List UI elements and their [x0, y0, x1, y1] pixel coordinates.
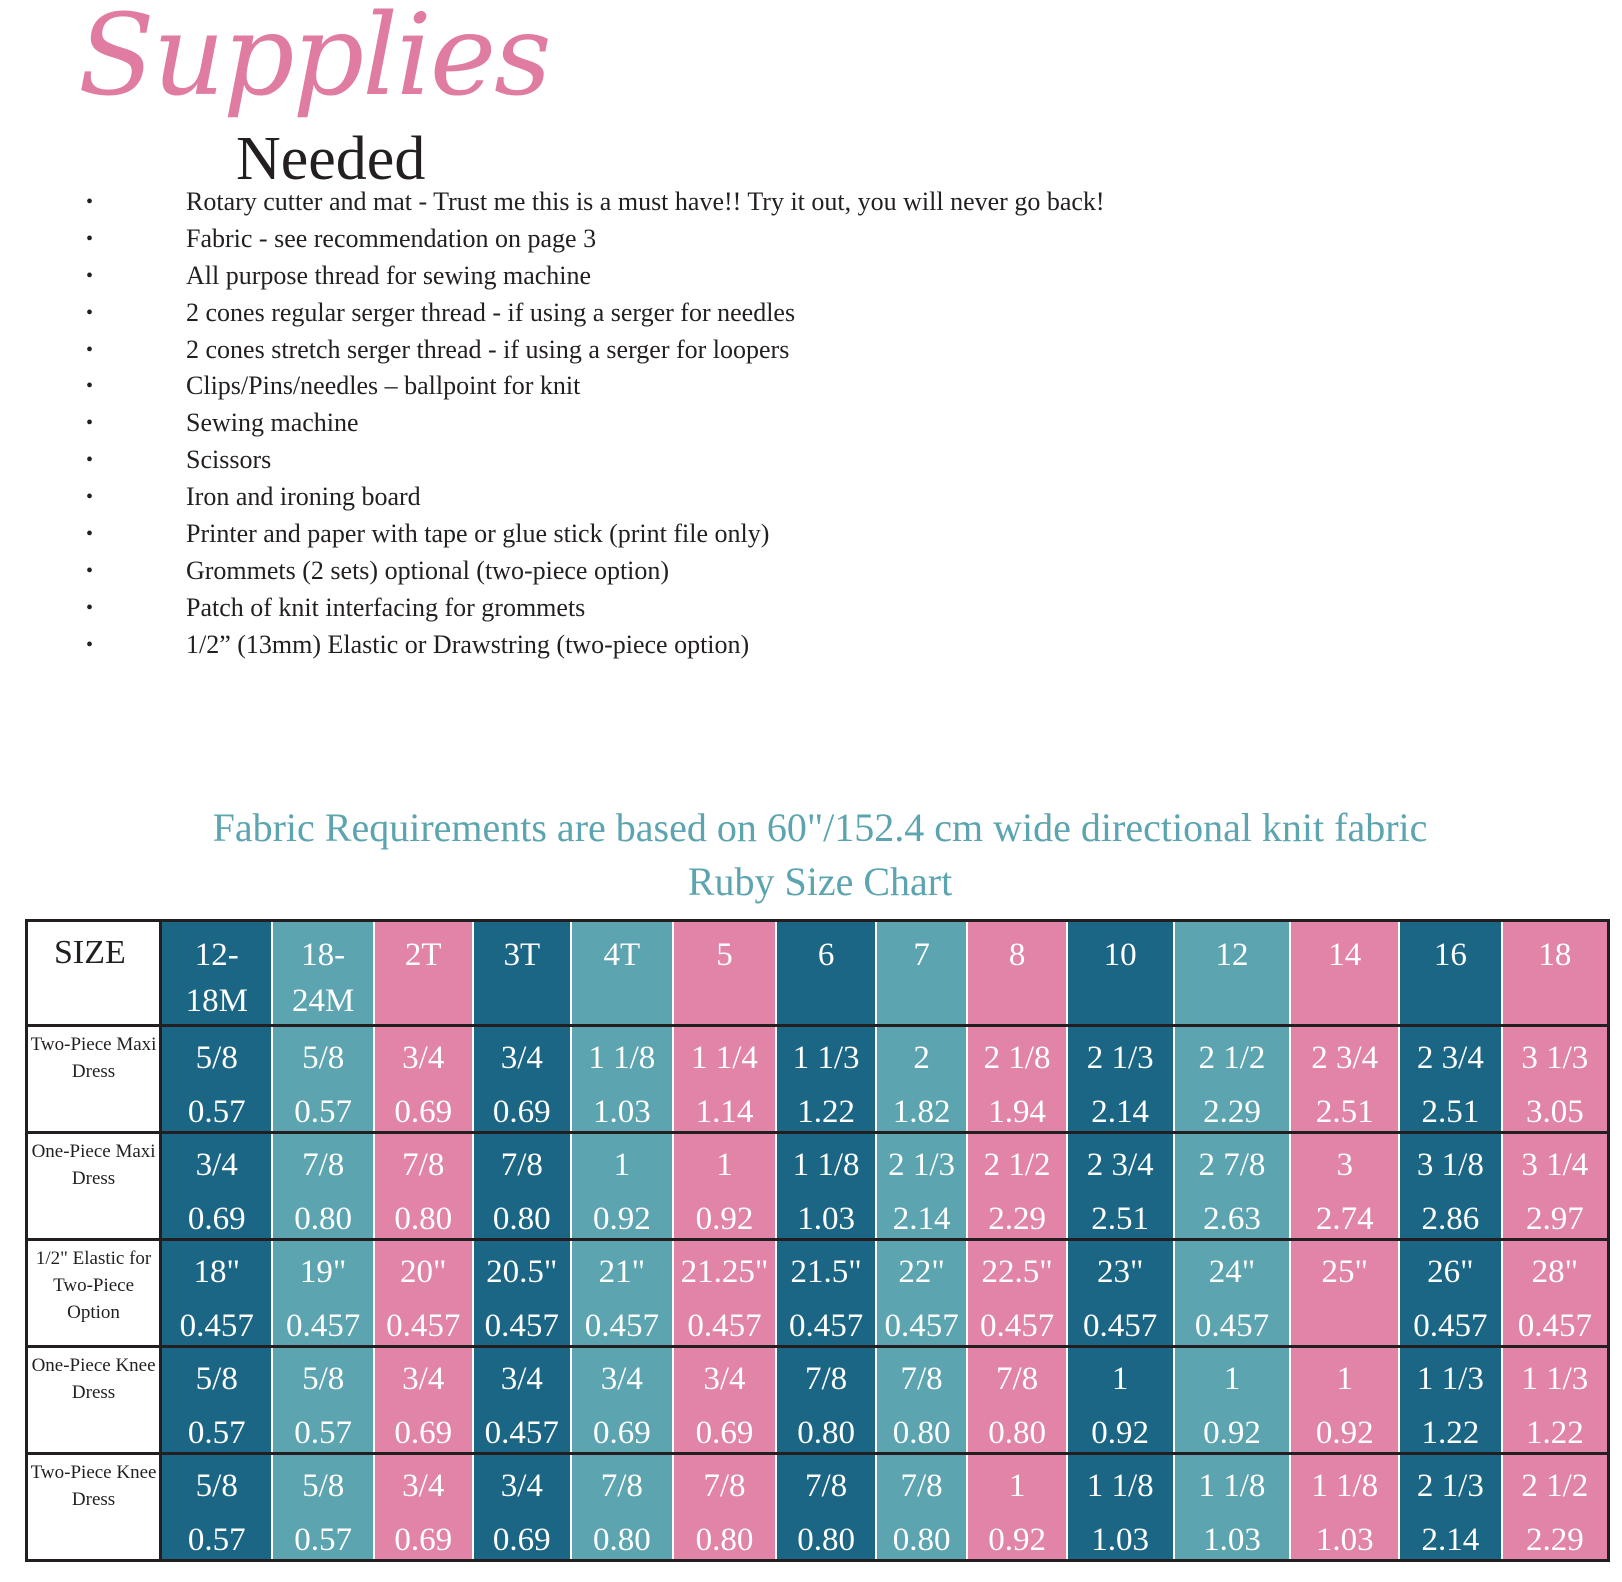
chart-cell	[571, 1133, 673, 1240]
size-header-cell	[1174, 921, 1291, 1026]
size-value-line2: 24M	[292, 983, 355, 1019]
meters-value: 0.457	[179, 1308, 254, 1344]
meters-value: 2.51	[1315, 1094, 1374, 1130]
size-header-cell	[876, 921, 967, 1026]
size-value: 14	[1328, 937, 1362, 973]
chart-cell	[473, 1133, 572, 1240]
chart-cell	[272, 1454, 374, 1561]
chart-cell	[1067, 1454, 1174, 1561]
chart-cell	[374, 1026, 473, 1133]
chart-cell	[876, 1133, 967, 1240]
bullet-icon: •	[86, 486, 94, 509]
row-label: Two-Piece Knee Dress	[27, 1454, 161, 1561]
yardage-value: 3/4	[402, 1361, 445, 1397]
meters-value: 0.57	[294, 1522, 353, 1558]
yardage-value: 1	[1336, 1361, 1353, 1397]
chart-cell	[967, 1347, 1067, 1454]
bullet-icon: •	[86, 227, 94, 250]
yardage-value: 1 1/3	[1521, 1361, 1589, 1397]
yardage-value: 2 1/3	[1416, 1468, 1484, 1504]
needed-subtitle: Needed	[236, 125, 426, 193]
supply-item	[0, 221, 1622, 258]
supply-item-text: 2 cones regular serger thread - if using a serger for needles	[186, 297, 796, 327]
meters-value: 2.51	[1421, 1094, 1480, 1130]
size-value: 12	[1215, 937, 1249, 973]
meters-value: 1.14	[695, 1094, 754, 1130]
chart-cell	[1290, 1240, 1399, 1347]
meters-value: 1.03	[592, 1094, 651, 1130]
supply-item	[0, 295, 1622, 332]
chart-row	[27, 1454, 1609, 1561]
yardage-value: 2 3/4	[1311, 1040, 1379, 1076]
chart-cell	[161, 1347, 273, 1454]
chart-cell	[1290, 1026, 1399, 1133]
chart-cell	[876, 1026, 967, 1133]
chart-cell	[776, 1026, 876, 1133]
yardage-value: 21.25"	[680, 1254, 769, 1290]
meters-value: 2.97	[1525, 1201, 1584, 1237]
meters-value: 2.14	[892, 1201, 951, 1237]
yardage-value: 7/8	[900, 1468, 943, 1504]
chart-cell	[673, 1454, 777, 1561]
size-header-cell	[571, 921, 673, 1026]
chart-cell	[374, 1133, 473, 1240]
meters-value: 0.69	[492, 1094, 551, 1130]
yardage-value: 7/8	[600, 1468, 643, 1504]
size-value: 4T	[603, 937, 641, 973]
meters-value: 0.69	[394, 1094, 453, 1130]
supply-item	[0, 405, 1622, 442]
supply-item-text: Scissors	[186, 445, 272, 475]
bullet-icon: •	[86, 338, 94, 361]
size-value: 7	[913, 937, 930, 973]
chart-cell	[1399, 1133, 1502, 1240]
chart-cell	[776, 1240, 876, 1347]
supply-item-text: 1/2” (13mm) Elastic or Drawstring (two-piece option)	[186, 629, 750, 659]
meters-value: 0.457	[884, 1308, 959, 1344]
meters-value	[1291, 1289, 1398, 1309]
size-chart-table	[25, 919, 1610, 1562]
size-header-cell	[673, 921, 777, 1026]
yardage-value: 3/4	[402, 1040, 445, 1076]
row-label: One-Piece Knee Dress	[27, 1347, 161, 1454]
meters-value: 0.80	[695, 1522, 754, 1558]
chart-cell	[161, 1240, 273, 1347]
size-label: SIZE	[27, 921, 161, 1026]
chart-row	[27, 1133, 1609, 1240]
size-value: 2T	[404, 937, 442, 973]
meters-value: 0.80	[592, 1522, 651, 1558]
chart-cell	[374, 1347, 473, 1454]
size-header-cell	[272, 921, 374, 1026]
chart-cell	[1067, 1347, 1174, 1454]
yardage-value: 2 3/4	[1086, 1147, 1154, 1183]
yardage-value: 1	[613, 1147, 631, 1183]
meters-value: 0.57	[187, 1522, 246, 1558]
yardage-value: 3/4	[500, 1040, 543, 1076]
supply-item	[0, 184, 1622, 221]
bullet-icon: •	[86, 412, 94, 435]
chart-cell	[876, 1347, 967, 1454]
chart-cell	[473, 1454, 572, 1561]
chart-cell	[1399, 1454, 1502, 1561]
bullet-icon: •	[86, 375, 94, 398]
yardage-value: 26"	[1427, 1254, 1474, 1290]
yardage-value: 2	[913, 1040, 930, 1076]
size-header-cell	[1502, 921, 1609, 1026]
meters-value: 0.69	[394, 1522, 453, 1558]
chart-cell	[473, 1347, 572, 1454]
bullet-icon: •	[86, 301, 94, 324]
meters-value: 0.457	[1517, 1308, 1592, 1344]
chart-cell	[876, 1240, 967, 1347]
chart-cell	[571, 1347, 673, 1454]
chart-row	[27, 1026, 1609, 1133]
yardage-value: 2 3/4	[1416, 1040, 1484, 1076]
meters-value: 2.14	[1421, 1522, 1480, 1558]
chart-row	[27, 1240, 1609, 1347]
meters-value: 2.63	[1203, 1201, 1261, 1237]
size-value: 18	[1538, 937, 1572, 973]
size-value: 18-	[301, 937, 346, 973]
chart-cell	[1174, 1133, 1291, 1240]
meters-value: 0.57	[294, 1094, 353, 1130]
bullet-icon: •	[86, 596, 94, 619]
bullet-icon: •	[86, 523, 94, 546]
size-value: 12-	[194, 937, 239, 973]
meters-value: 0.457	[687, 1308, 762, 1344]
meters-value: 1.22	[1525, 1415, 1584, 1451]
supply-item-text: Patch of knit interfacing for grommets	[186, 592, 586, 622]
yardage-value: 2 1/3	[1086, 1040, 1154, 1076]
chart-cell	[673, 1347, 777, 1454]
chart-cell	[473, 1026, 572, 1133]
chart-cell	[473, 1240, 572, 1347]
supply-item	[0, 332, 1622, 369]
yardage-value: 5/8	[195, 1040, 238, 1076]
chart-row	[27, 1347, 1609, 1454]
meters-value: 0.457	[979, 1308, 1055, 1344]
meters-value: 1.03	[1203, 1522, 1261, 1558]
supplies-list	[0, 184, 1622, 664]
supply-item-text: Fabric - see recommendation on page 3	[186, 223, 597, 253]
chart-cell	[1399, 1347, 1502, 1454]
size-value: 6	[817, 937, 835, 973]
meters-value: 2.29	[1525, 1522, 1584, 1558]
yardage-value: 2 1/2	[1198, 1040, 1266, 1076]
meters-value: 0.69	[394, 1415, 453, 1451]
yardage-value: 24"	[1208, 1254, 1256, 1290]
size-value: 16	[1433, 937, 1467, 973]
meters-value: 0.57	[187, 1415, 246, 1451]
chart-cell	[161, 1133, 273, 1240]
yardage-value: 3/4	[500, 1468, 543, 1504]
chart-cell	[1502, 1133, 1609, 1240]
size-header-cell	[1067, 921, 1174, 1026]
size-header-cell	[1399, 921, 1502, 1026]
meters-value: 1.22	[797, 1094, 855, 1130]
chart-cell	[571, 1026, 673, 1133]
chart-cell	[272, 1133, 374, 1240]
meters-value: 0.457	[286, 1308, 361, 1344]
yardage-value: 5/8	[195, 1468, 238, 1504]
meters-value: 0.80	[892, 1522, 951, 1558]
yardage-value: 1	[1223, 1361, 1241, 1397]
yardage-value: 18"	[193, 1254, 240, 1290]
yardage-value: 7/8	[500, 1147, 543, 1183]
meters-value: 2.86	[1421, 1201, 1480, 1237]
meters-value: 0.92	[988, 1522, 1046, 1558]
size-chart-heading: Ruby Size Chart	[687, 859, 953, 904]
meters-value: 0.92	[1315, 1415, 1374, 1451]
yardage-value: 19"	[299, 1254, 347, 1290]
meters-value: 2.14	[1091, 1094, 1150, 1130]
chart-cell	[1502, 1026, 1609, 1133]
meters-value: 0.457	[484, 1415, 559, 1451]
size-header-cell	[1290, 921, 1399, 1026]
chart-cell	[776, 1133, 876, 1240]
chart-cell	[571, 1240, 673, 1347]
chart-cell	[1290, 1347, 1399, 1454]
chart-cell	[1067, 1133, 1174, 1240]
chart-cell	[967, 1454, 1067, 1561]
supply-item-text: Iron and ironing board	[186, 482, 421, 512]
yardage-value: 3/4	[402, 1468, 445, 1504]
chart-cell	[272, 1240, 374, 1347]
meters-value: 2.29	[988, 1201, 1046, 1237]
yardage-value: 1	[1111, 1361, 1129, 1397]
chart-cell	[272, 1026, 374, 1133]
yardage-value: 7/8	[804, 1361, 848, 1397]
chart-cell	[374, 1454, 473, 1561]
yardage-value: 7/8	[995, 1361, 1039, 1397]
meters-value: 0.92	[592, 1201, 651, 1237]
supply-item	[0, 590, 1622, 627]
supply-item	[0, 627, 1622, 664]
yardage-value: 7/8	[703, 1468, 746, 1504]
yardage-value: 25"	[1321, 1254, 1368, 1290]
yardage-value: 2 7/8	[1198, 1147, 1266, 1183]
meters-value: 1.03	[797, 1201, 855, 1237]
size-value: 8	[1008, 937, 1026, 973]
yardage-value: 22"	[898, 1254, 945, 1290]
size-value: 3T	[503, 937, 541, 973]
chart-cell	[374, 1240, 473, 1347]
yardage-value: 3	[1336, 1147, 1353, 1183]
meters-value: 1.03	[1315, 1522, 1374, 1558]
meters-value: 0.457	[1194, 1308, 1270, 1344]
yardage-value: 5/8	[302, 1361, 345, 1397]
chart-cell	[1502, 1347, 1609, 1454]
bullet-icon: •	[86, 559, 94, 582]
yardage-value: 1 1/8	[588, 1040, 656, 1076]
meters-value: 0.457	[788, 1308, 864, 1344]
yardage-value: 20"	[400, 1254, 447, 1290]
supply-item-text: Rotary cutter and mat - Trust me this is a must have!! Try it out, you will never go back!	[186, 187, 1105, 216]
chart-cell	[1174, 1454, 1291, 1561]
meters-value: 2.74	[1315, 1201, 1374, 1237]
yardage-value: 1 1/3	[1416, 1361, 1484, 1397]
meters-value: 0.80	[988, 1415, 1046, 1451]
chart-cell	[1067, 1240, 1174, 1347]
chart-cell	[1502, 1240, 1609, 1347]
chart-cell	[776, 1347, 876, 1454]
meters-value: 0.69	[492, 1522, 551, 1558]
chart-cell	[161, 1026, 273, 1133]
meters-value: 2.29	[1203, 1094, 1261, 1130]
yardage-value: 1 1/8	[1086, 1468, 1154, 1504]
meters-value: 0.80	[394, 1201, 453, 1237]
meters-value: 3.05	[1525, 1094, 1584, 1130]
size-header-cell	[473, 921, 572, 1026]
supply-item-text: 2 cones stretch serger thread - if using a serger for loopers	[186, 334, 790, 364]
row-label: One-Piece Maxi Dress	[27, 1133, 161, 1240]
meters-value: 0.69	[187, 1201, 246, 1237]
chart-cell	[673, 1240, 777, 1347]
chart-cell	[967, 1026, 1067, 1133]
meters-value: 1.82	[892, 1094, 951, 1130]
chart-cell	[967, 1133, 1067, 1240]
yardage-value: 28"	[1531, 1254, 1579, 1290]
chart-cell	[673, 1133, 777, 1240]
yardage-value: 7/8	[804, 1468, 848, 1504]
yardage-value: 21"	[598, 1254, 646, 1290]
supply-item	[0, 258, 1622, 295]
yardage-value: 1 1/4	[691, 1040, 758, 1076]
meters-value: 1.03	[1091, 1522, 1150, 1558]
yardage-value: 22.5"	[981, 1254, 1053, 1290]
yardage-value: 2 1/2	[983, 1147, 1051, 1183]
chart-cell	[776, 1454, 876, 1561]
chart-cell	[876, 1454, 967, 1561]
supply-item-text: Sewing machine	[186, 408, 359, 438]
chart-cell	[272, 1347, 374, 1454]
row-label: 1/2" Elastic for Two-Piece Option	[27, 1240, 161, 1347]
size-header-cell	[161, 921, 273, 1026]
chart-cell	[1399, 1240, 1502, 1347]
yardage-value: 3/4	[703, 1361, 746, 1397]
meters-value: 0.80	[892, 1415, 951, 1451]
row-label: Two-Piece Maxi Dress	[27, 1026, 161, 1133]
chart-cell	[1290, 1454, 1399, 1561]
meters-value: 0.457	[1413, 1308, 1488, 1344]
yardage-value: 5/8	[302, 1468, 345, 1504]
meters-value: 0.69	[695, 1415, 754, 1451]
chart-cell	[1502, 1454, 1609, 1561]
chart-cell	[1174, 1026, 1291, 1133]
meters-value: 0.57	[187, 1094, 246, 1130]
yardage-value: 20.5"	[486, 1254, 558, 1290]
yardage-value: 23"	[1096, 1254, 1144, 1290]
chart-cell	[1174, 1240, 1291, 1347]
supply-item	[0, 479, 1622, 516]
bullet-icon: •	[86, 264, 94, 287]
meters-value: 0.92	[695, 1201, 754, 1237]
meters-value: 0.69	[592, 1415, 651, 1451]
size-value: 5	[716, 937, 733, 973]
chart-cell	[1290, 1133, 1399, 1240]
yardage-value: 5/8	[195, 1361, 238, 1397]
yardage-value: 1 1/8	[1198, 1468, 1266, 1504]
yardage-value: 7/8	[402, 1147, 445, 1183]
yardage-value: 3 1/4	[1521, 1147, 1589, 1183]
chart-cell	[571, 1454, 673, 1561]
meters-value: 0.57	[294, 1415, 353, 1451]
bullet-icon: •	[86, 449, 94, 472]
yardage-value: 3 1/3	[1521, 1040, 1589, 1076]
supply-item	[0, 516, 1622, 553]
yardage-value: 3/4	[500, 1361, 543, 1397]
yardage-value: 21.5"	[790, 1254, 862, 1290]
meters-value: 0.92	[1091, 1415, 1150, 1451]
meters-value: 0.80	[797, 1415, 855, 1451]
yardage-value: 2 1/8	[983, 1040, 1051, 1076]
meters-value: 0.80	[294, 1201, 353, 1237]
yardage-value: 1	[1008, 1468, 1026, 1504]
supply-item-text: All purpose thread for sewing machine	[186, 260, 592, 290]
chart-cell	[161, 1454, 273, 1561]
size-header-cell	[776, 921, 876, 1026]
meters-value: 0.80	[492, 1201, 551, 1237]
yardage-value: 1 1/3	[792, 1040, 860, 1076]
meters-value: 0.92	[1203, 1415, 1261, 1451]
yardage-value: 1 1/8	[1311, 1468, 1379, 1504]
supply-item-text: Grommets (2 sets) optional (two-piece option)	[186, 555, 670, 585]
bullet-icon: •	[86, 633, 94, 656]
yardage-value: 2 1/2	[1521, 1468, 1589, 1504]
meters-value: 1.22	[1421, 1415, 1480, 1451]
chart-cell	[967, 1240, 1067, 1347]
yardage-value: 5/8	[302, 1040, 345, 1076]
chart-cell	[1067, 1026, 1174, 1133]
yardage-value: 2 1/3	[888, 1147, 956, 1183]
bullet-icon: •	[86, 191, 94, 213]
meters-value: 0.457	[584, 1308, 659, 1344]
size-header-cell	[967, 921, 1067, 1026]
supply-item-text: Clips/Pins/needles – ballpoint for knit	[186, 371, 581, 401]
size-value: 10	[1103, 937, 1137, 973]
meters-value: 1.94	[988, 1094, 1046, 1130]
size-header-cell	[374, 921, 473, 1026]
supply-item	[0, 553, 1622, 590]
chart-cell	[1174, 1347, 1291, 1454]
fabric-requirements-heading: Fabric Requirements are based on 60"/152.4 cm wide directional knit fabric	[212, 805, 1428, 850]
yardage-value: 3/4	[600, 1361, 643, 1397]
meters-value: 2.51	[1091, 1201, 1150, 1237]
meters-value: 0.457	[484, 1308, 559, 1344]
yardage-value: 3/4	[195, 1147, 238, 1183]
yardage-value: 7/8	[900, 1361, 943, 1397]
supplies-title: Supplies	[78, 0, 550, 121]
yardage-value: 1 1/8	[792, 1147, 860, 1183]
chart-cell	[1399, 1026, 1502, 1133]
meters-value: 0.457	[1083, 1308, 1158, 1344]
supply-item	[0, 368, 1622, 405]
chart-cell	[673, 1026, 777, 1133]
meters-value: 0.457	[386, 1308, 461, 1344]
size-value-line2: 18M	[185, 983, 248, 1019]
supply-item-text: Printer and paper with tape or glue stick (print file only)	[186, 519, 770, 549]
yardage-value: 7/8	[302, 1147, 345, 1183]
meters-value: 0.80	[797, 1522, 855, 1558]
size-header-row	[27, 921, 1609, 1026]
yardage-value: 3 1/8	[1416, 1147, 1484, 1183]
yardage-value: 1	[716, 1147, 733, 1183]
supply-item	[0, 442, 1622, 479]
